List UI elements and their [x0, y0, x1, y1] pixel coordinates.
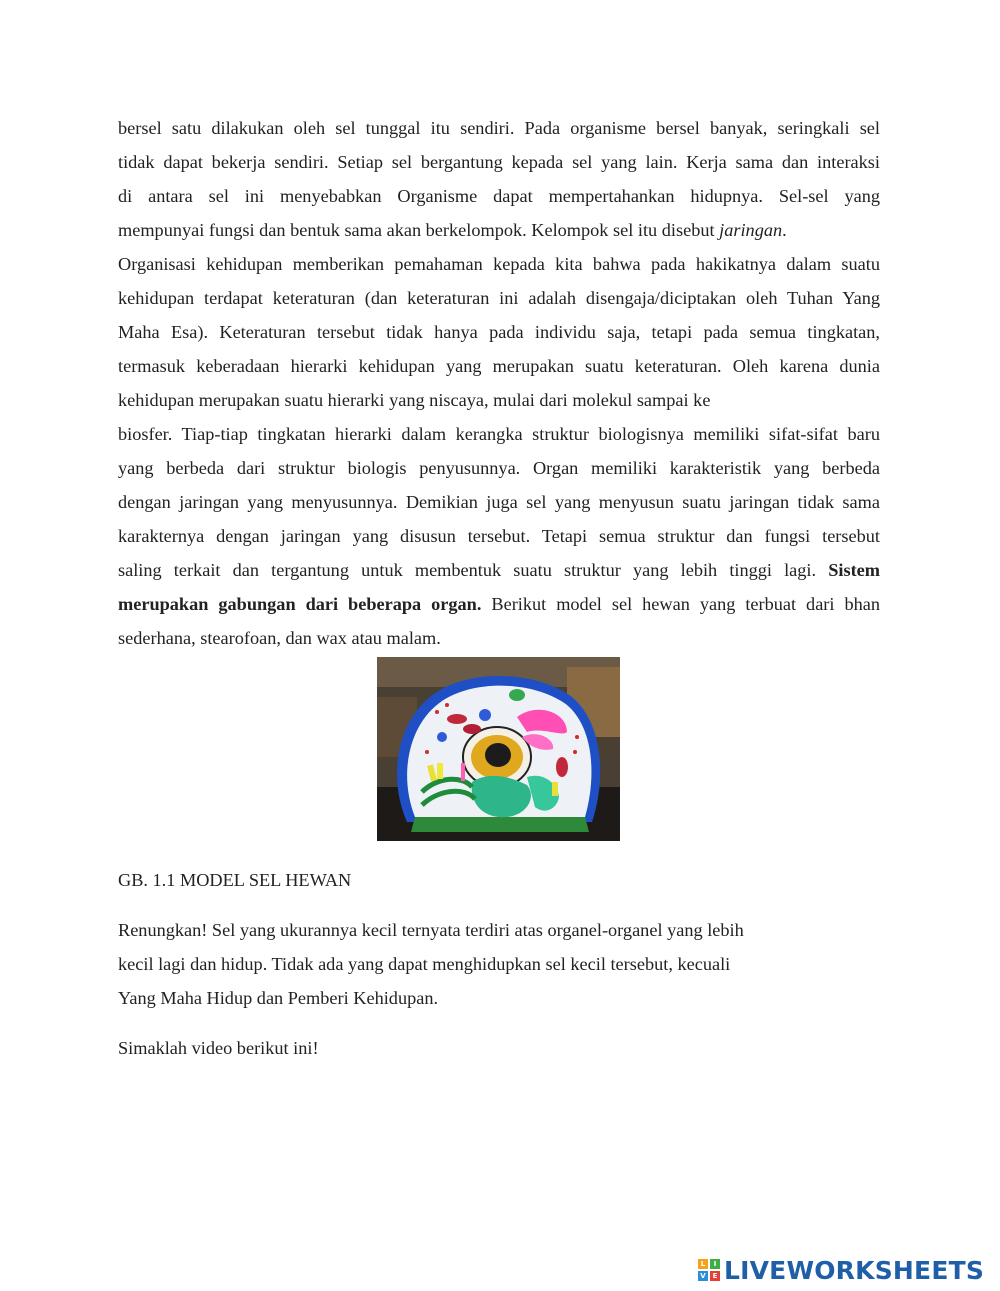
paragraph-line: yang berbeda dari struktur biologis penyusunnya. Organ memiliki karakteristik yang berbeda [118, 458, 880, 478]
paragraph-life-organization [118, 247, 880, 417]
paragraph-line: biosfer. Tiap-tiap tingkatan hierarki dalam kerangka struktur biologisnya memiliki sifat-sifat baru [118, 424, 880, 444]
logo-block-i: I [710, 1259, 720, 1269]
paragraph-line: termasuk keberadaan hierarki kehidupan yang merupakan suatu keteraturan. Oleh karena dunia [118, 356, 880, 376]
paragraph-line: sederhana, stearofoan, dan wax atau malam. [118, 628, 441, 648]
sentence-end: . [782, 220, 787, 240]
paragraph-line: tidak dapat bekerja sendiri. Setiap sel bergantung kepada sel yang lain. Kerja sama dan interaksi [118, 152, 880, 172]
logo-block-v: V [698, 1271, 708, 1281]
liveworksheets-logo [698, 1252, 998, 1288]
video-prompt: Simaklah video berikut ini! [118, 1038, 319, 1058]
term-jaringan: jaringan [719, 220, 783, 240]
paragraph-line: di antara sel ini menyebabkan Organisme dapat mempertahankan hidupnya. Sel-sel yang [118, 186, 880, 206]
paragraph-line: Maha Esa). Keteraturan tersebut tidak hanya pada individu saja, tetapi pada semua tingkatan, [118, 322, 880, 342]
logo-block-l: L [698, 1259, 708, 1269]
paragraph-line-text: mempunyai fungsi dan bentuk sama akan berkelompok. Kelompok sel itu disebut [118, 220, 720, 240]
paragraph-line [118, 553, 880, 587]
logo-blocks-icon [698, 1259, 720, 1281]
paragraph-line: dengan jaringan yang menyusunnya. Demikian juga sel yang menyusun suatu jaringan tidak sama [118, 492, 880, 512]
reflection-paragraph [118, 913, 838, 1015]
figure-caption: GB. 1.1 MODEL SEL HEWAN [118, 870, 352, 890]
logo-block-e: E [710, 1271, 720, 1281]
paragraph-hierarchy [118, 417, 880, 655]
paragraph-line: Organisasi kehidupan memberikan pemahaman kepada kita bahwa pada hakikatnya dalam suatu [118, 254, 880, 274]
paragraph-line-text: Berikut model sel hewan yang terbuat dari bhan [481, 594, 880, 614]
animal-cell-model-photo [377, 657, 620, 841]
bold-definition: merupakan gabungan dari beberapa organ. [118, 594, 482, 614]
paragraph-line-text: saling terkait dan tergantung untuk membentuk suatu struktur yang lebih tinggi lagi. [118, 560, 829, 580]
cell-model-illustration [377, 657, 620, 841]
bold-term-sistem: Sistem [828, 560, 880, 580]
paragraph-line [118, 213, 880, 247]
paragraph-line: bersel satu dilakukan oleh sel tunggal itu sendiri. Pada organisme bersel banyak, seringkali sel [118, 118, 880, 138]
paragraph-line: Renungkan! Sel yang ukurannya kecil ternyata terdiri atas organel-organel yang lebih [118, 920, 744, 940]
paragraph-line: kehidupan terdapat keteraturan (dan keteraturan ini adalah disengaja/diciptakan oleh Tuhan Yang [118, 288, 880, 308]
paragraph-line: karakternya dengan jaringan yang disusun tersebut. Tetapi semua struktur dan fungsi tersebut [118, 526, 880, 546]
logo-text: LIVEWORKSHEETS [724, 1255, 985, 1285]
paragraph-line: kehidupan merupakan suatu hierarki yang niscaya, mulai dari molekul sampai ke [118, 390, 711, 410]
paragraph-line: Yang Maha Hidup dan Pemberi Kehidupan. [118, 988, 439, 1008]
paragraph-line: kecil lagi dan hidup. Tidak ada yang dapat menghidupkan sel kecil tersebut, kecuali [118, 954, 731, 974]
paragraph-line [118, 587, 880, 621]
paragraph-cell-cooperation [118, 111, 880, 247]
